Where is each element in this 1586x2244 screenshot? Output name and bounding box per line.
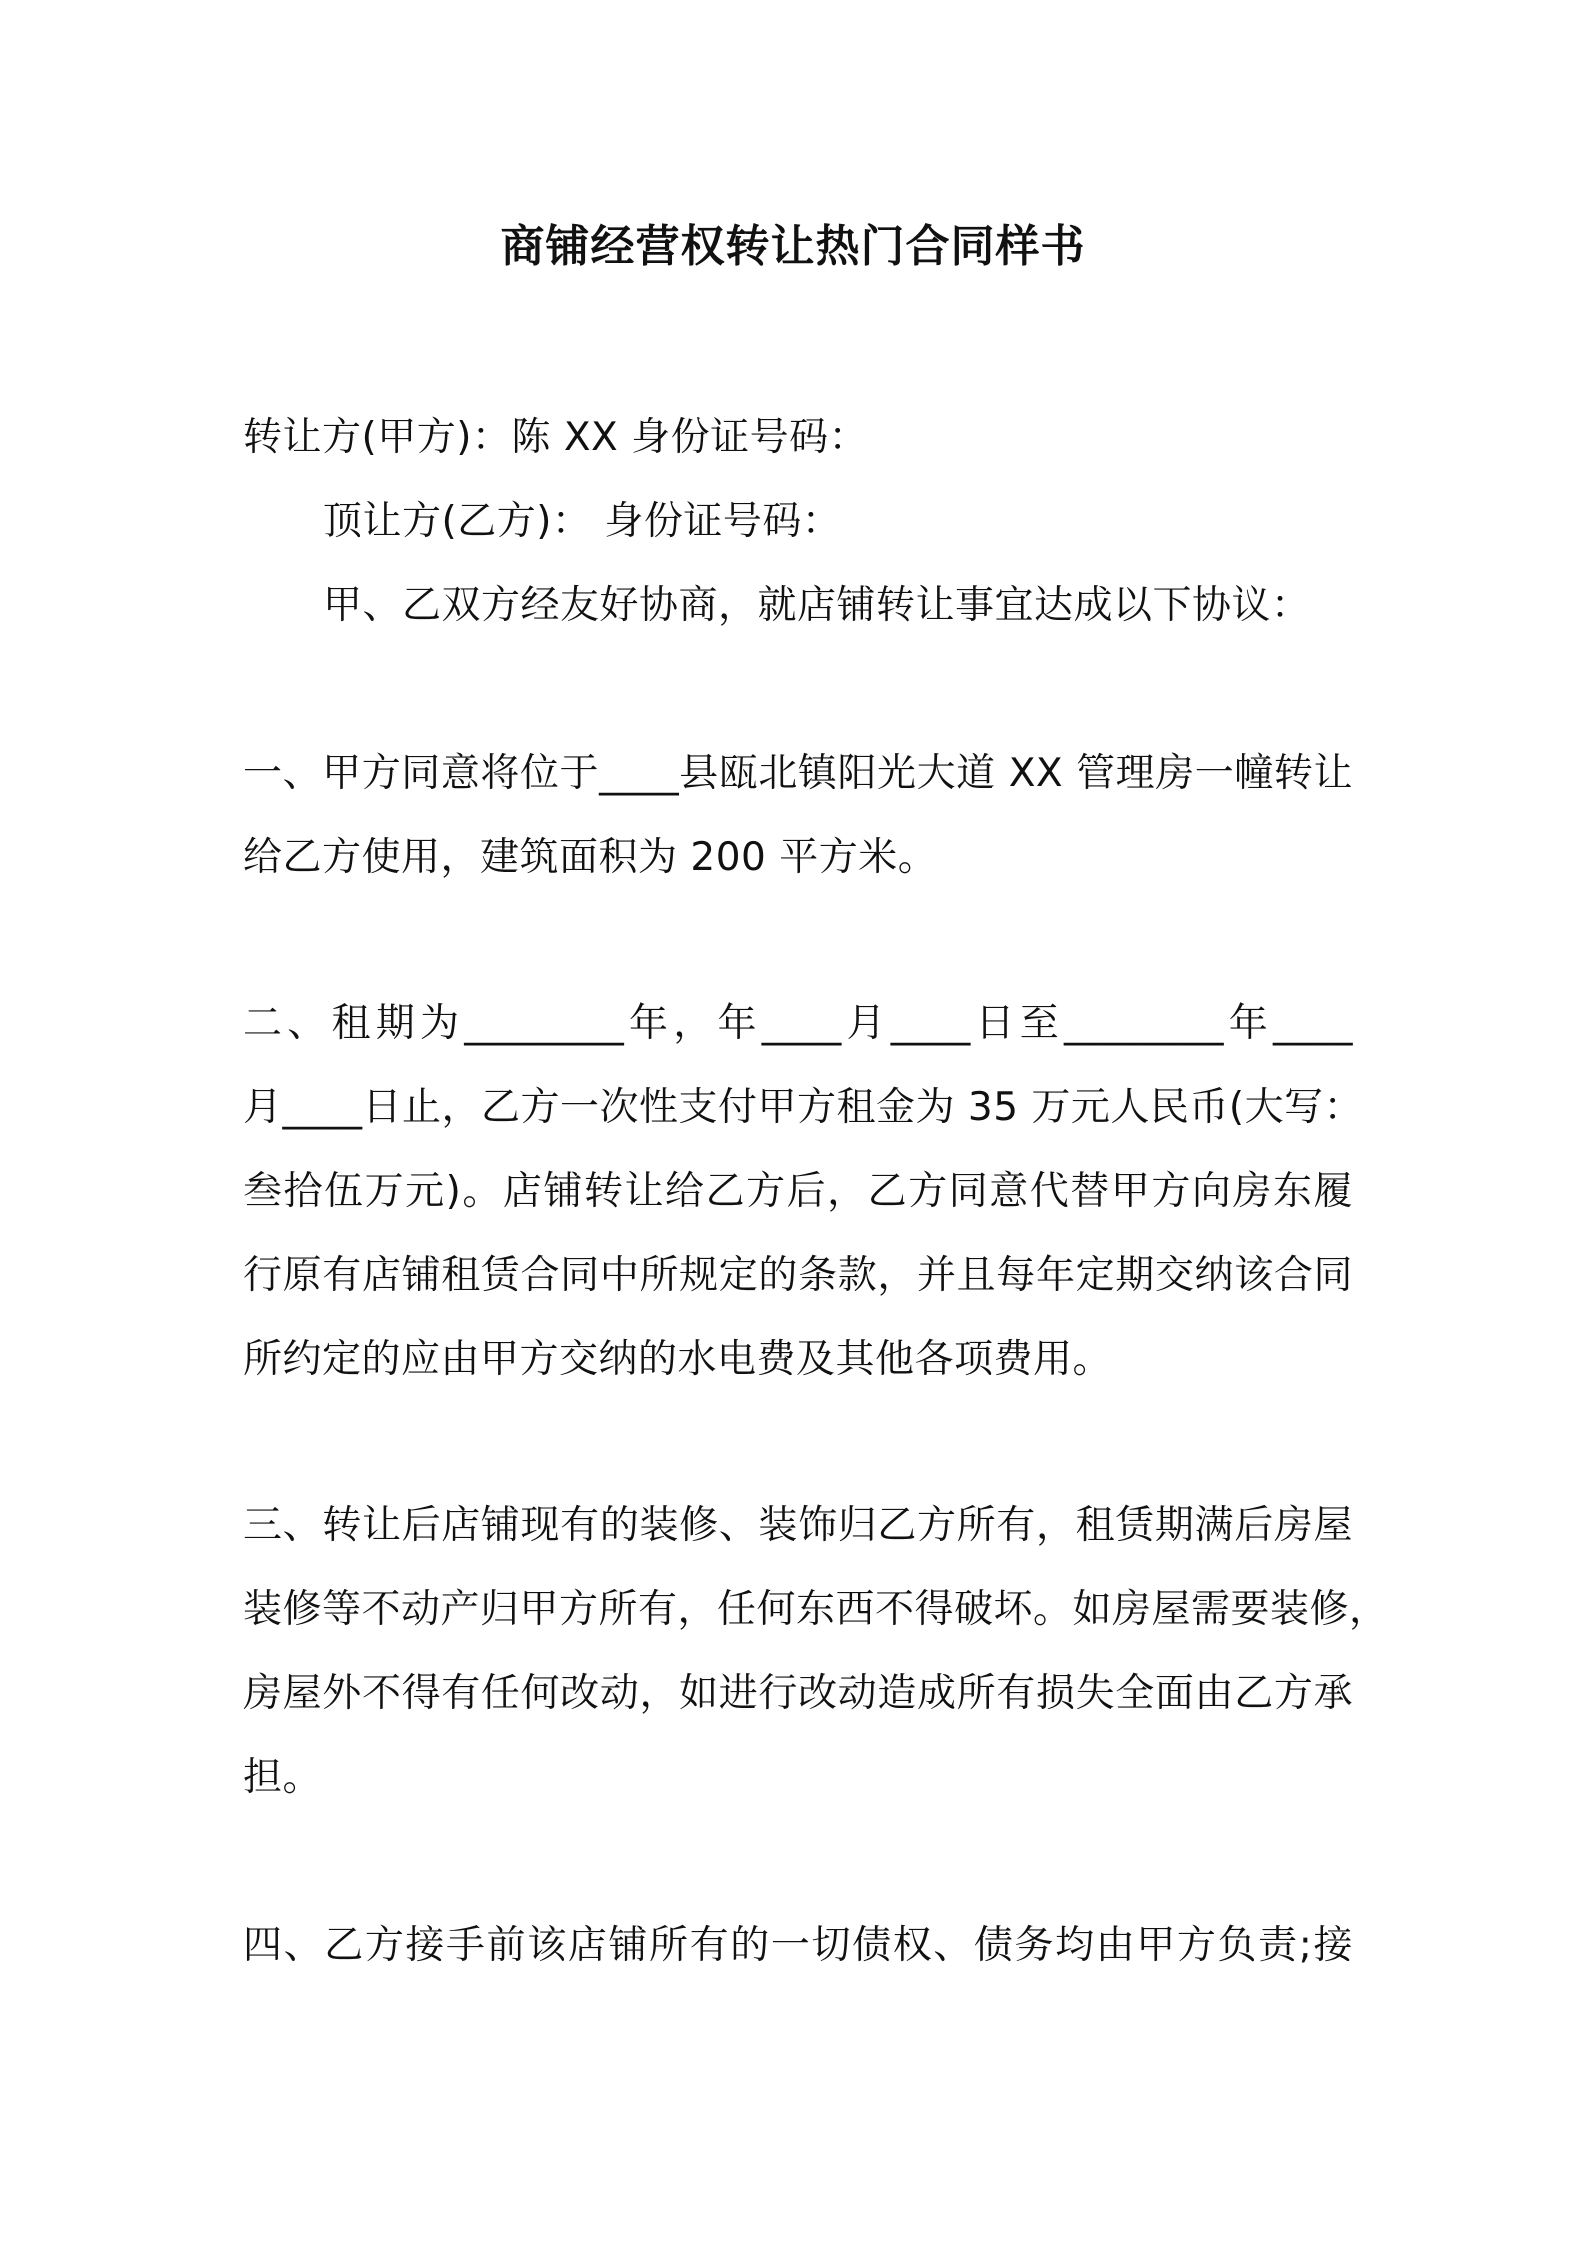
clause3-line-4: 担。 xyxy=(243,1755,323,1800)
clause2-line-4: 行原有店铺租赁合同中所规定的条款，并且每年定期交纳该合同 xyxy=(243,1253,1353,1298)
clause2-line-3: 叁拾伍万元)。店铺转让给乙方后，乙方同意代替甲方向房东履 xyxy=(243,1169,1353,1214)
clause3-line-2: 装修等不动产归甲方所有，任何东西不得破坏。如房屋需要装修， xyxy=(243,1587,1389,1632)
transferor-line: 转让方(甲方)：陈 XX 身份证号码： xyxy=(243,415,869,460)
clause2-line-2: 月____日止，乙方一次性支付甲方租金为 35 万元人民币(大写： xyxy=(243,1085,1364,1130)
clause4-line-1: 四、乙方接手前该店铺所有的一切债权、债务均由甲方负责;接 xyxy=(243,1923,1353,1968)
transferee-line: 顶让方(乙方)： 身份证号码： xyxy=(323,499,842,544)
clause3-line-3: 房屋外不得有任何改动，如进行改动造成所有损失全面由乙方承 xyxy=(243,1671,1353,1716)
clause3-line-1: 三、转让后店铺现有的装修、装饰归乙方所有，租赁期满后房屋 xyxy=(243,1503,1353,1548)
document-title: 商铺经营权转让热门合同样书 xyxy=(500,221,1086,272)
clause1-line-2: 给乙方使用，建筑面积为 200 平方米。 xyxy=(243,835,938,880)
clause2-line-1: 二、租期为________年，年____月____日至________年____ xyxy=(243,1001,1353,1046)
clause1-line-1: 一、甲方同意将位于____县瓯北镇阳光大道 XX 管理房一幢转让 xyxy=(243,751,1353,796)
clause2-line-5: 所约定的应由甲方交纳的水电费及其他各项费用。 xyxy=(243,1337,1113,1382)
intro-line: 甲、乙双方经友好协商，就店铺转让事宜达成以下协议： xyxy=(323,583,1311,628)
